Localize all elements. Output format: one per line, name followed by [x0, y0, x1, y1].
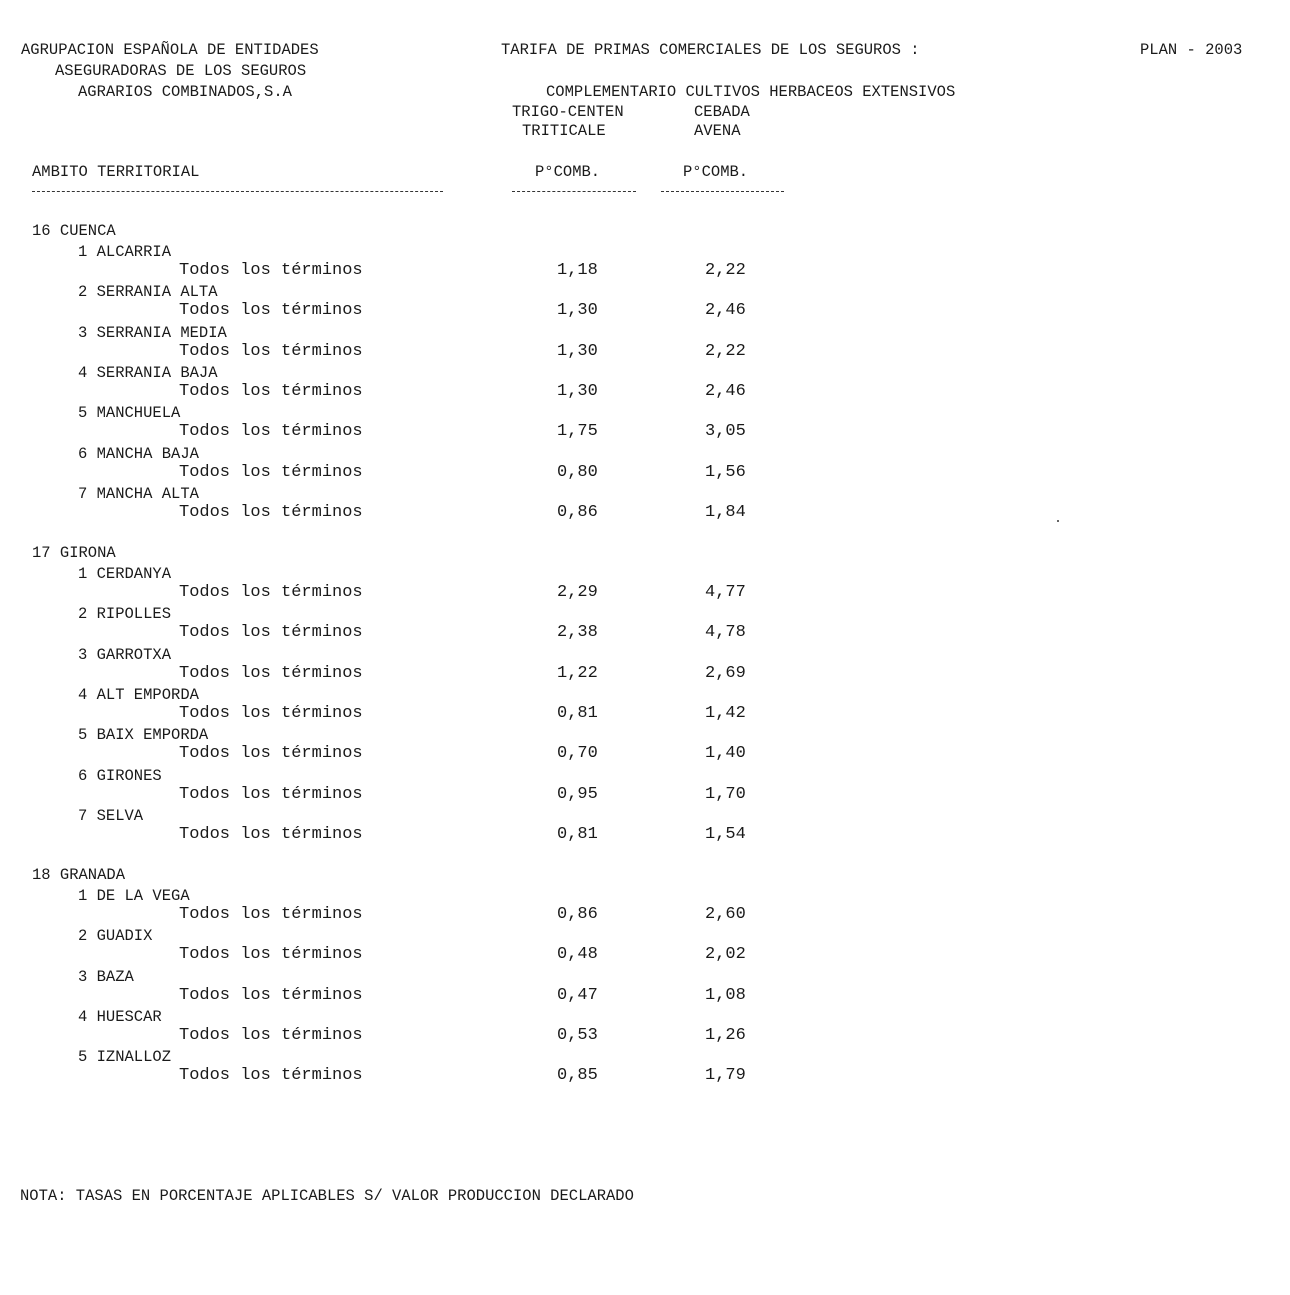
value-cebada-avena: 1,56 — [705, 462, 746, 482]
value-trigo-centen: 0,81 — [557, 824, 598, 844]
value-trigo-centen: 1,18 — [557, 261, 598, 280]
value-trigo-centen: 1,75 — [557, 422, 598, 442]
col2-label: P°COMB. — [683, 163, 749, 181]
terms-label: Todos los términos — [179, 341, 363, 361]
value-trigo-centen: 0,70 — [557, 744, 598, 764]
terms-label: Todos los términos — [179, 1025, 363, 1045]
org-name-line2: ASEGURADORAS DE LOS SEGUROS — [55, 62, 307, 80]
value-trigo-centen: 0,53 — [557, 1025, 598, 1045]
province-name: 18 GRANADA — [32, 866, 126, 884]
comarca-name: 6 GIRONES — [78, 766, 162, 785]
value-cebada-avena: 2,22 — [705, 261, 746, 280]
comarca-name: 1 DE LA VEGA — [78, 887, 190, 905]
comarca-name: 4 ALT EMPORDA — [78, 685, 199, 704]
value-trigo-centen: 1,22 — [557, 663, 598, 683]
org-name-line3: AGRARIOS COMBINADOS,S.A — [78, 83, 292, 101]
value-trigo-centen: 0,86 — [557, 502, 598, 522]
comarca-name: 2 RIPOLLES — [78, 605, 172, 624]
terms-label: Todos los términos — [179, 784, 363, 804]
comarca-name: 1 CERDANYA — [78, 565, 172, 583]
province-name: 17 GIRONA — [32, 544, 116, 562]
comarca-name: 3 SERRANIA MEDIA — [78, 323, 227, 342]
terms-label: Todos los términos — [179, 663, 363, 683]
value-trigo-centen: 0,86 — [557, 905, 598, 924]
terms-label: Todos los términos — [179, 381, 363, 401]
tariff-title: TARIFA DE PRIMAS COMERCIALES DE LOS SEGUROS : — [501, 41, 920, 59]
terms-label: Todos los términos — [179, 583, 363, 602]
value-trigo-centen: 0,95 — [557, 784, 598, 804]
comarca-name: 5 IZNALLOZ — [78, 1048, 172, 1067]
plan-label: PLAN - 2003 — [1140, 41, 1243, 59]
comarca-name: 5 MANCHUELA — [78, 404, 181, 423]
value-cebada-avena: 1,79 — [705, 1066, 746, 1086]
value-trigo-centen: 0,47 — [557, 985, 598, 1005]
value-trigo-centen: 1,30 — [557, 301, 598, 321]
col1-header-line2: TRITICALE — [522, 122, 606, 140]
value-cebada-avena: 3,05 — [705, 422, 746, 442]
comarca-name: 3 BAZA — [78, 967, 134, 986]
scan-speck — [1057, 520, 1059, 522]
col1-label: P°COMB. — [535, 163, 601, 181]
col2-header-line2: AVENA — [694, 122, 741, 140]
value-cebada-avena: 1,84 — [705, 502, 746, 522]
comarca-name: 1 ALCARRIA — [78, 243, 172, 261]
terms-label: Todos los términos — [179, 623, 363, 643]
terms-label: Todos los términos — [179, 422, 363, 442]
comarca-name: 2 GUADIX — [78, 927, 153, 946]
terms-label: Todos los términos — [179, 502, 363, 522]
terms-label: Todos los términos — [179, 301, 363, 321]
value-cebada-avena: 4,78 — [705, 623, 746, 643]
col1-underline — [512, 191, 636, 192]
terms-label: Todos los términos — [179, 703, 363, 723]
terms-label: Todos los términos — [179, 261, 363, 280]
comarca-name: 3 GARROTXA — [78, 645, 172, 664]
terms-label: Todos los términos — [179, 1066, 363, 1086]
value-cebada-avena: 1,26 — [705, 1025, 746, 1045]
comarca-name: 2 SERRANIA ALTA — [78, 283, 218, 302]
comarca-name: 7 SELVA — [78, 806, 144, 825]
value-cebada-avena: 2,69 — [705, 663, 746, 683]
value-trigo-centen: 0,85 — [557, 1066, 598, 1086]
value-cebada-avena: 1,42 — [705, 703, 746, 723]
col1-header-line1: TRIGO-CENTEN — [512, 103, 624, 121]
value-cebada-avena: 4,77 — [705, 583, 746, 602]
value-trigo-centen: 2,38 — [557, 623, 598, 643]
terms-label: Todos los términos — [179, 462, 363, 482]
value-trigo-centen: 0,81 — [557, 703, 598, 723]
comarca-name: 7 MANCHA ALTA — [78, 484, 199, 503]
terms-label: Todos los términos — [179, 945, 363, 965]
footer-note: NOTA: TASAS EN PORCENTAJE APLICABLES S/ VALOR PRODUCCION DECLARADO — [20, 1187, 634, 1205]
value-cebada-avena: 1,54 — [705, 824, 746, 844]
col2-underline — [661, 191, 784, 192]
value-trigo-centen: 0,80 — [557, 462, 598, 482]
value-trigo-centen: 1,30 — [557, 341, 598, 361]
comarca-name: 6 MANCHA BAJA — [78, 444, 199, 463]
value-cebada-avena: 1,08 — [705, 985, 746, 1005]
value-cebada-avena: 2,02 — [705, 945, 746, 965]
org-name-line1: AGRUPACION ESPAÑOLA DE ENTIDADES — [21, 41, 319, 59]
value-trigo-centen: 0,48 — [557, 945, 598, 965]
comarca-name: 4 HUESCAR — [78, 1007, 162, 1026]
terms-label: Todos los términos — [179, 985, 363, 1005]
ambito-header: AMBITO TERRITORIAL — [32, 163, 200, 181]
ambito-underline — [32, 191, 443, 192]
province-name: 16 CUENCA — [32, 222, 116, 240]
comarca-name: 4 SERRANIA BAJA — [78, 363, 218, 382]
terms-label: Todos los términos — [179, 905, 363, 924]
terms-label: Todos los términos — [179, 824, 363, 844]
col2-header-line1: CEBADA — [694, 103, 750, 121]
value-trigo-centen: 1,30 — [557, 381, 598, 401]
value-cebada-avena: 2,46 — [705, 381, 746, 401]
value-cebada-avena: 2,46 — [705, 301, 746, 321]
terms-label: Todos los términos — [179, 744, 363, 764]
value-cebada-avena: 2,60 — [705, 905, 746, 924]
insurance-line: COMPLEMENTARIO CULTIVOS HERBACEOS EXTENSIVOS — [546, 83, 956, 101]
value-trigo-centen: 2,29 — [557, 583, 598, 602]
value-cebada-avena: 1,70 — [705, 784, 746, 804]
comarca-name: 5 BAIX EMPORDA — [78, 726, 209, 745]
value-cebada-avena: 2,22 — [705, 341, 746, 361]
value-cebada-avena: 1,40 — [705, 744, 746, 764]
